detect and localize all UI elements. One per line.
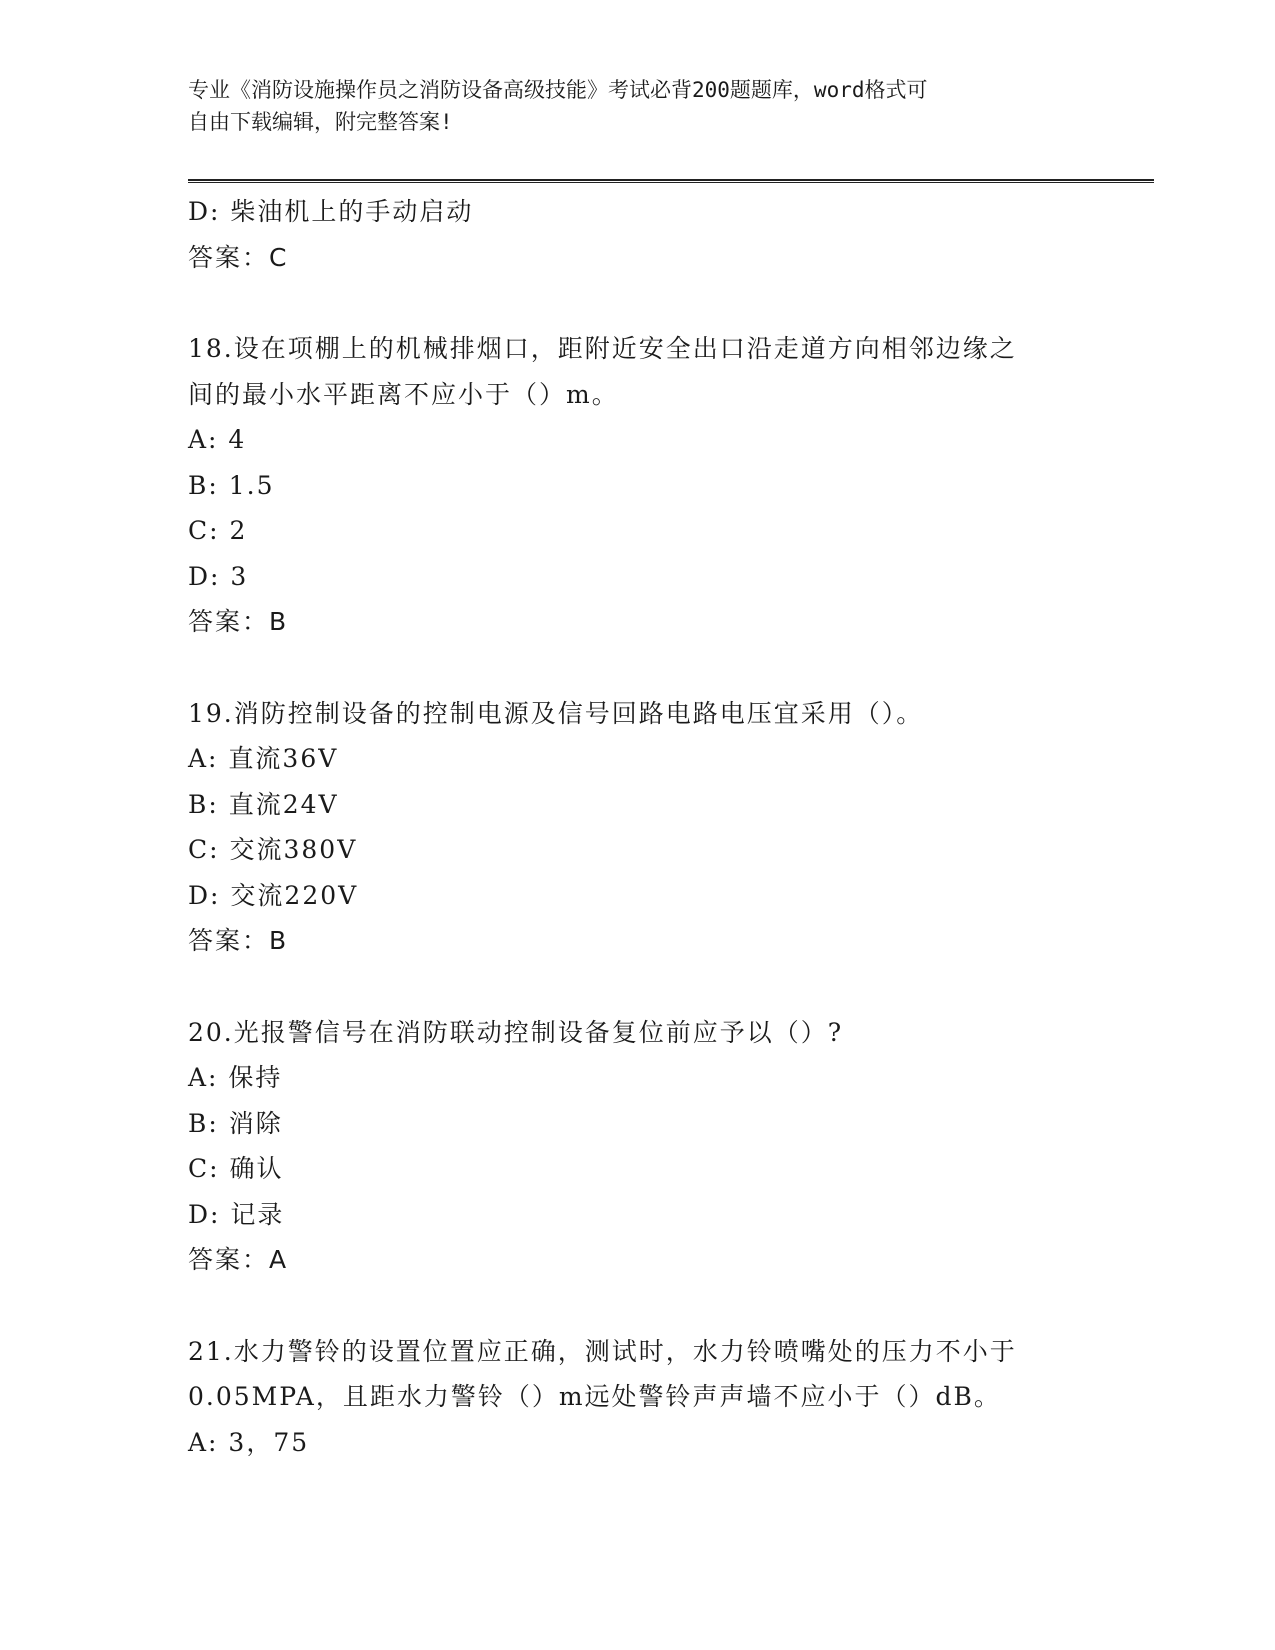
answer-line: 答案：B	[188, 607, 289, 636]
option-d: D: 记录	[188, 1199, 285, 1229]
option-c: C: 2	[188, 516, 248, 545]
option-c: C: 确认	[188, 1154, 284, 1183]
header-line-1: 专业《消防设施操作员之消防设备高级技能》考试必背200题题库，word格式可	[188, 78, 928, 102]
option-d: D: 3	[188, 561, 249, 591]
option-a: A: 4	[188, 425, 247, 454]
header-divider	[188, 179, 1154, 183]
question-text: 19.消防控制设备的控制电源及信号回路电路电压宜采用（）。	[188, 698, 924, 728]
question-list	[188, 189, 1088, 1465]
option-b: B: 直流24V	[188, 789, 339, 819]
question-text-cont: 间的最小水平距离不应小于（）m。	[188, 379, 619, 409]
question-text-cont: 0.05MPA，且距水力警铃（）m远处警铃声声墙不应小于（）dB。	[188, 1382, 1001, 1411]
question-18	[188, 326, 1088, 645]
document-header	[188, 74, 1088, 138]
option-b: B: 消除	[188, 1108, 283, 1138]
answer-line: 答案：C	[188, 242, 289, 272]
option-b: B: 1.5	[188, 470, 275, 500]
question-text: 21.水力警铃的设置位置应正确，测试时，水力铃喷嘴处的压力不小于	[188, 1336, 1017, 1366]
option-a: A: 保持	[188, 1063, 283, 1092]
option-d: D: 柴油机上的手动启动	[188, 197, 474, 226]
header-line-2: 自由下载编辑，附完整答案!	[188, 110, 453, 134]
option-a: A: 直流36V	[188, 744, 339, 773]
answer-line: 答案：A	[188, 1245, 289, 1274]
answer-line: 答案：B	[188, 926, 289, 955]
question-20	[188, 1010, 1088, 1283]
question-21	[188, 1329, 1088, 1466]
option-d: D: 交流220V	[188, 880, 359, 910]
question-text: 18.设在项棚上的机械排烟口，距附近安全出口沿走道方向相邻边缘之	[188, 334, 1017, 363]
question-19	[188, 691, 1088, 964]
option-c: C: 交流380V	[188, 835, 358, 864]
question-text: 20.光报警信号在消防联动控制设备复位前应予以（）?	[188, 1017, 844, 1047]
option-a: A: 3，75	[188, 1427, 310, 1457]
